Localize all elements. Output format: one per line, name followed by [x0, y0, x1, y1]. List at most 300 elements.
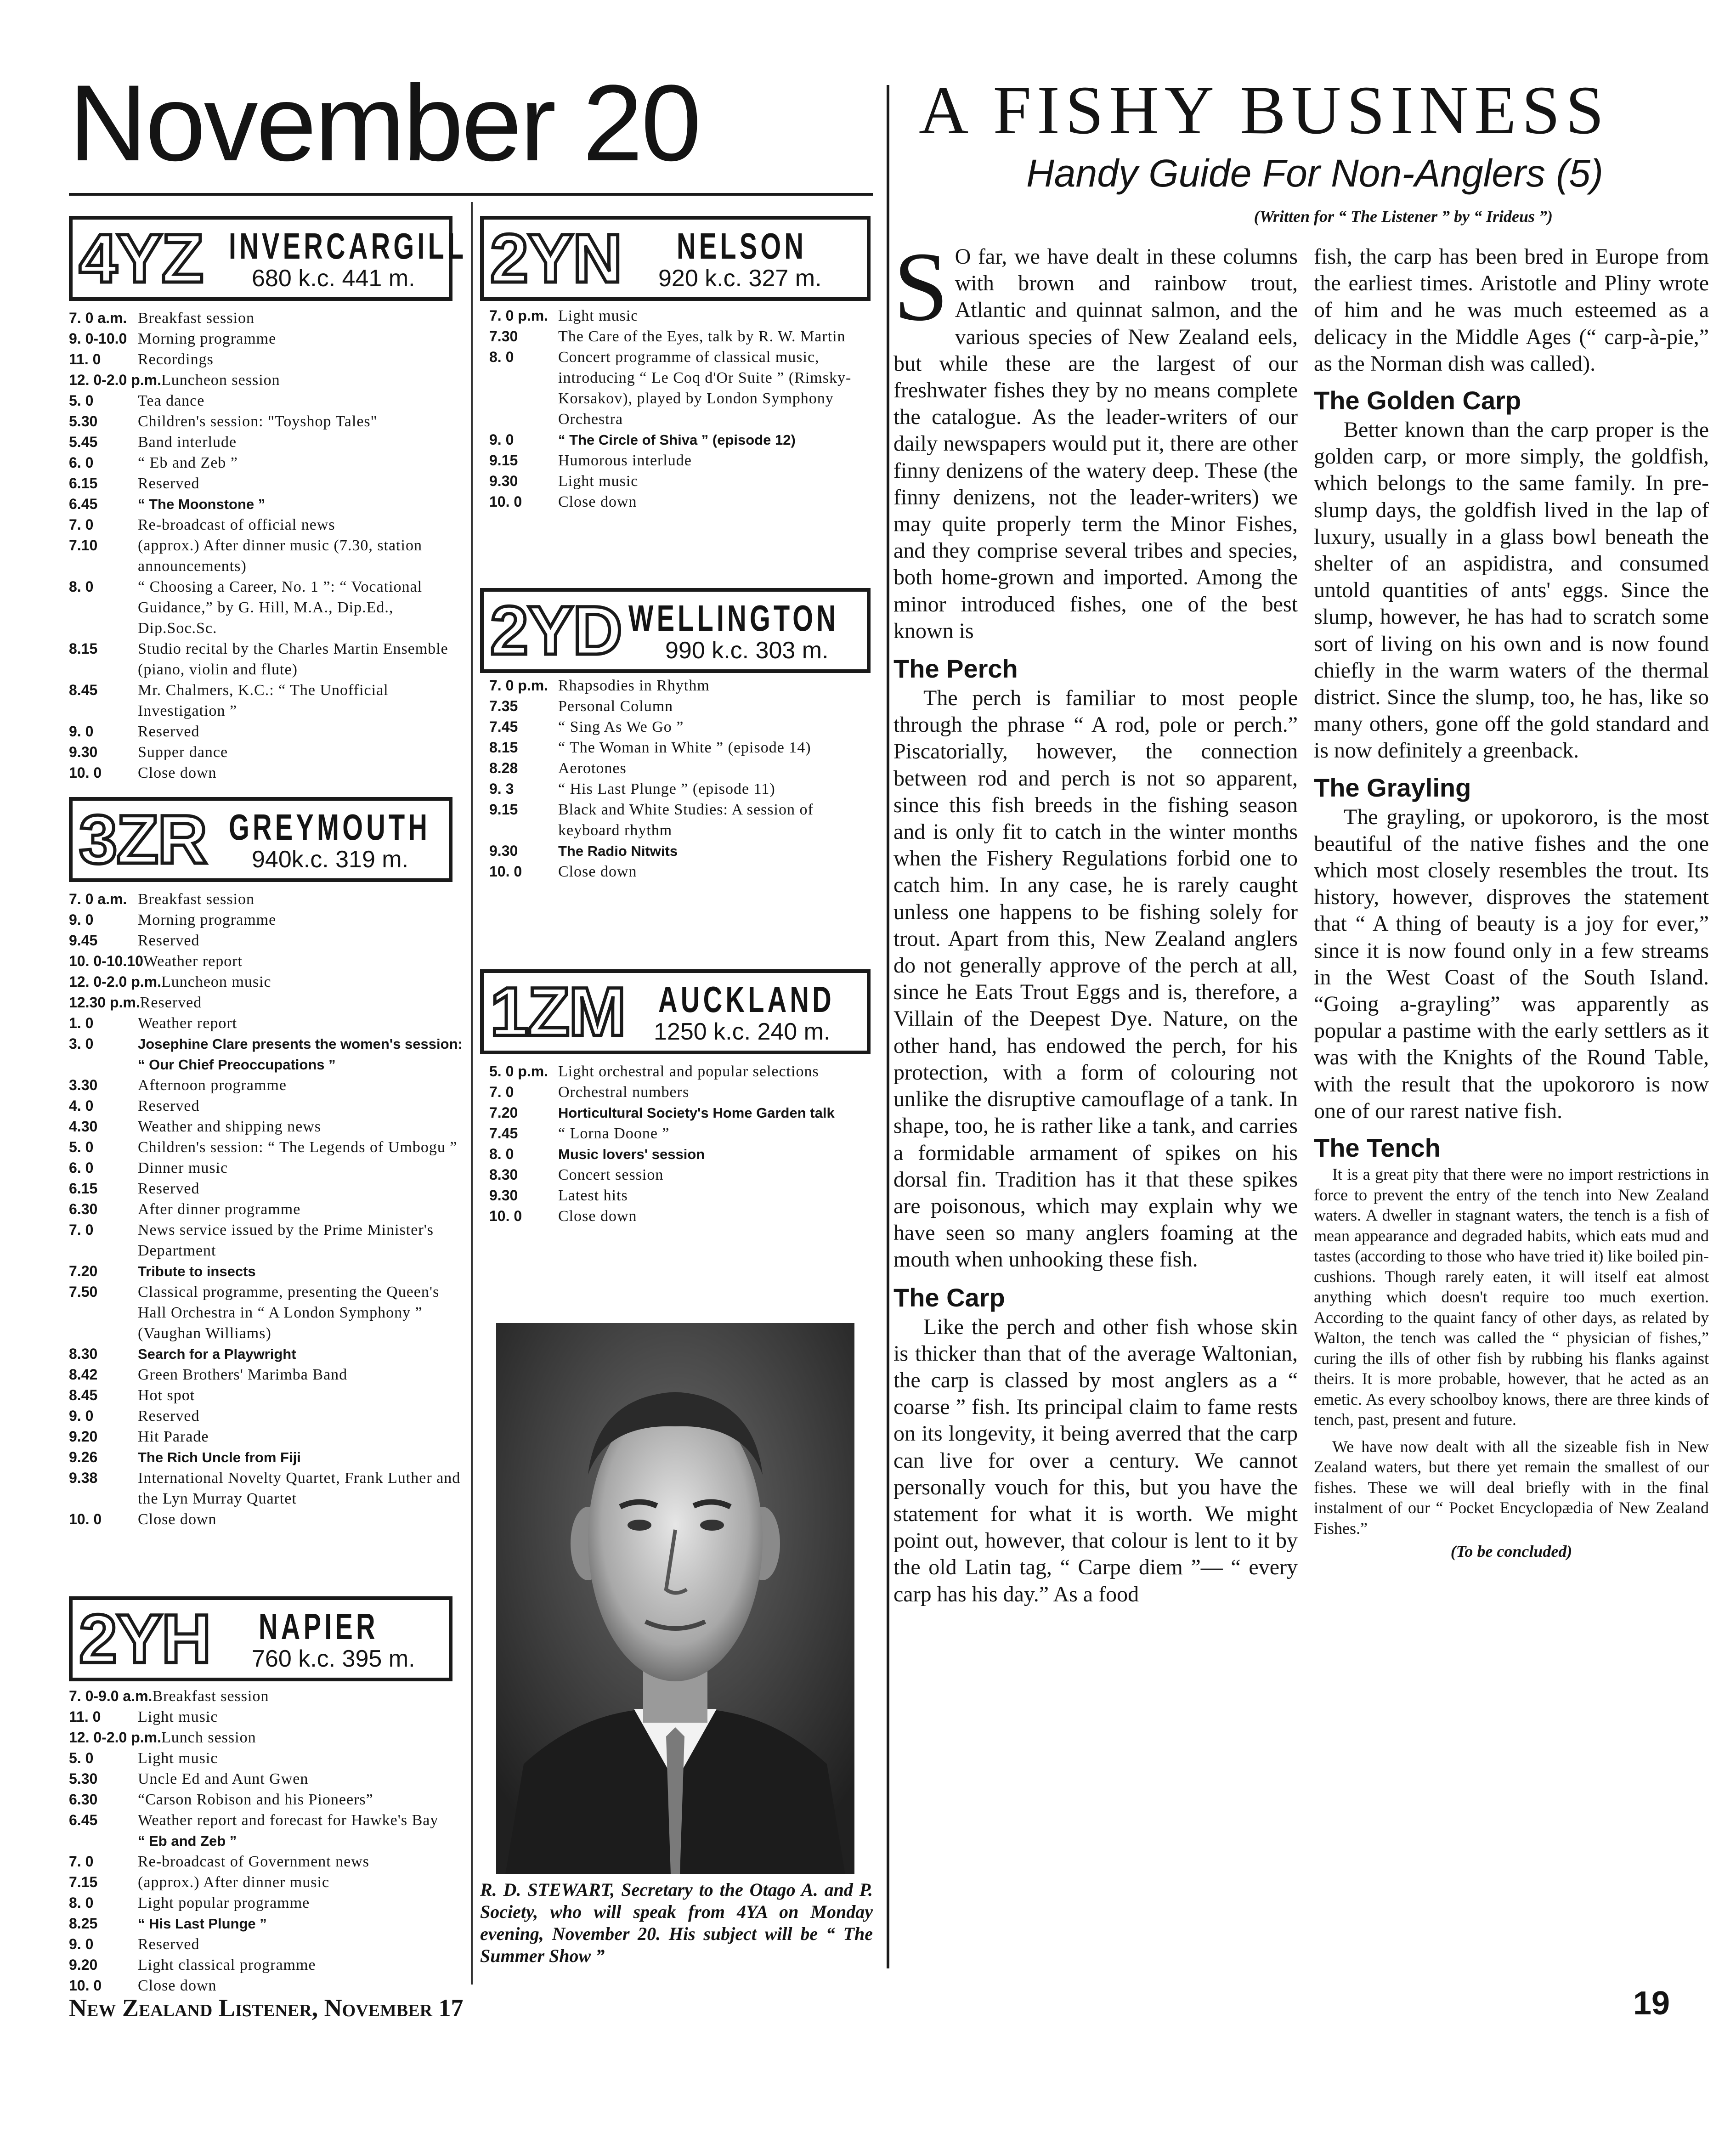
- schedule-row: [69, 1748, 466, 1769]
- schedule-programme: News service issued by the Prime Minister's Department: [138, 1221, 434, 1259]
- station-frequency: 990 k.c. 303 m.: [665, 637, 829, 664]
- schedule-row: [489, 1144, 877, 1165]
- schedule-programme: Light classical programme: [138, 1956, 316, 1973]
- station-city: INVERCARGILL: [229, 226, 467, 266]
- schedule-row: [69, 1344, 466, 1364]
- schedule-time: 9.38: [69, 1470, 98, 1486]
- schedule-time: 9.45: [69, 932, 98, 949]
- schedule-time: 5. 0: [69, 392, 94, 409]
- photo-caption: R. D. STEWART, Secretary to the Otago A. and P. Society, who will speak from 4YA on Monday evening, November 20. His subject will be “ The Summer Show ”: [480, 1879, 873, 1966]
- schedule-time: 5.45: [69, 434, 98, 450]
- schedule-row: [69, 680, 466, 721]
- schedule-row: [69, 1282, 466, 1344]
- schedule-programme: “ The Moonstone ”: [138, 496, 266, 512]
- schedule-time: 7. 0: [69, 1853, 94, 1870]
- schedule-time: 9.30: [489, 1187, 518, 1204]
- schedule-row: [69, 1158, 466, 1178]
- schedule-time: 8. 0: [69, 578, 94, 595]
- schedule-row: [69, 390, 466, 411]
- schedule-time: 9. 0-10.0: [69, 330, 127, 347]
- schedule-programme: Reserved: [138, 1180, 200, 1197]
- schedule-time: 10. 0: [69, 1977, 102, 1994]
- schedule-programme: Afternoon programme: [138, 1077, 287, 1094]
- schedule-programme: Search for a Playwright: [138, 1346, 296, 1362]
- schedule-time: 10. 0: [69, 764, 102, 781]
- station-city: GREYMOUTH: [229, 807, 431, 848]
- schedule-time: 4.30: [69, 1118, 98, 1135]
- schedule-programme: Reserved: [138, 1408, 200, 1425]
- schedule-2yh: [69, 1686, 466, 1996]
- schedule-programme: Reserved: [140, 994, 202, 1011]
- schedule-time: 9.30: [489, 473, 518, 489]
- schedule-time: 7. 0 a.m.: [69, 891, 127, 907]
- schedule-programme: Concert programme of classical music, introducing “ Le Coq d'Or Suite ” (Rimsky-Korsakov), played by London Symphony Orchestra: [558, 349, 852, 428]
- schedule-programme: Aerotones: [558, 760, 627, 777]
- schedule-row: [489, 696, 877, 717]
- schedule-row: [69, 1385, 466, 1406]
- schedule-programme: Re-broadcast of Government news: [138, 1853, 370, 1870]
- schedule-3zr: [69, 889, 466, 1530]
- schedule-time: [69, 1831, 138, 1851]
- schedule-row: [69, 1178, 466, 1199]
- schedule-time: 7.45: [489, 718, 518, 735]
- schedule-time: 3.30: [69, 1077, 98, 1093]
- schedule-programme: Close down: [558, 493, 637, 510]
- schedule-time: 9. 0: [69, 723, 94, 740]
- schedule-row: [69, 1810, 466, 1831]
- schedule-row: [69, 1851, 466, 1872]
- paragraph-golden-carp: Better known than the carp proper is the golden carp, or more simply, the goldfish, which belongs to the same family. In pre-slump days, the goldfish lived in the lap of luxury, usually in a glass bowl beneath the shelter of an aspidistra, and consumed untold quantities of ants' eggs. Since the slump, however, he has had to scratch some sort of living on his own and is now found chiefly in the warm waters of the thermal district. Since the slump, too, he has, like so many others, gone off the gold standard and is now definitely a greenback.: [1314, 418, 1709, 763]
- schedule-time: 10. 0: [489, 863, 522, 880]
- schedule-time: 8.45: [69, 682, 98, 698]
- schedule-time: 8.25: [69, 1915, 98, 1932]
- schedule-row: [69, 1509, 466, 1530]
- station-call-sign: 4YZ: [79, 220, 203, 297]
- schedule-row: [69, 535, 466, 577]
- schedule-row: [69, 951, 466, 972]
- schedule-programme: Humorous interlude: [558, 452, 692, 469]
- schedule-programme: Close down: [138, 764, 217, 781]
- schedule-time: 7. 0-9.0 a.m.: [69, 1688, 153, 1704]
- schedule-time: 5. 0: [69, 1139, 94, 1155]
- schedule-time: 10. 0: [489, 1208, 522, 1224]
- station-call-sign: 2YN: [490, 220, 622, 297]
- schedule-time: 3. 0: [69, 1035, 94, 1052]
- schedule-row: [69, 1727, 466, 1748]
- station-city: NELSON: [677, 226, 807, 266]
- schedule-time: 10. 0-10.10: [69, 953, 143, 969]
- schedule-row: [69, 577, 466, 639]
- schedule-programme: Light music: [138, 1750, 218, 1767]
- schedule-time: 8.15: [69, 640, 98, 657]
- schedule-programme: Luncheon session: [161, 372, 280, 389]
- station-frequency: 920 k.c. 327 m.: [658, 265, 822, 292]
- schedule-time: 7.30: [489, 328, 518, 345]
- schedule-row: [69, 1075, 466, 1096]
- schedule-time: 7.45: [489, 1125, 518, 1142]
- paragraph-carp-continued: fish, the carp has been bred in Europe from the earliest times. Aristotle and Pliny wrote of him and he was much esteemed as a delicacy in the Middle Ages (“ carp-à-pie,” as the Norman dish was called).: [1314, 244, 1709, 376]
- schedule-row: [69, 328, 466, 349]
- portrait-photo: [496, 1323, 854, 1874]
- schedule-time: 11. 0: [69, 351, 101, 368]
- schedule-programme: Rhapsodies in Rhythm: [558, 677, 710, 694]
- schedule-row: [69, 452, 466, 473]
- schedule-programme: Light music: [558, 307, 639, 324]
- schedule-programme: Close down: [138, 1511, 217, 1528]
- schedule-row: [489, 305, 877, 326]
- schedule-row: [489, 1082, 877, 1103]
- date-title: November 20: [69, 62, 700, 184]
- paragraph-grayling: The grayling, or upokororo, is the most beautiful of the native fishes and the one which most closely resembles the trout. Its history, however, disproves the statement that “ A thing of beauty is a joy for ever,” since it is now found only in a few streams in the West Coast of the South Island. “Going a-grayling” was apparently as popular a pastime with the early settlers as it was with the Knights of the Round Table, with the result that the upokororo is now one of our rarest native fish.: [1314, 804, 1709, 1123]
- schedule-row: [69, 1220, 466, 1261]
- schedule-time: 6.45: [69, 496, 98, 512]
- schedule-row: [69, 742, 466, 763]
- schedule-programme: Horticultural Society's Home Garden talk: [558, 1105, 835, 1121]
- article-subtitle: Handy Guide For Non-Anglers (5): [1026, 152, 1603, 195]
- schedule-programme: Tribute to insects: [138, 1263, 256, 1279]
- schedule-programme: Classical programme, presenting the Queen's Hall Orchestra in “ A London Symphony ” (Vaughan Williams): [138, 1284, 440, 1342]
- schedule-row: [69, 930, 466, 951]
- schedule-row: [69, 1096, 466, 1116]
- schedule-time: 9. 0: [69, 911, 94, 928]
- schedule-time: 7. 0 p.m.: [489, 307, 549, 324]
- schedule-time: 6.15: [69, 1180, 98, 1197]
- schedule-time: 12. 0-2.0 p.m.: [69, 1729, 161, 1746]
- station-frequency: 760 k.c. 395 m.: [252, 1645, 415, 1672]
- schedule-programme: Reserved: [138, 1097, 200, 1114]
- schedule-row: [489, 717, 877, 737]
- tench-section: [1314, 1164, 1709, 1562]
- schedule-row: [489, 1165, 877, 1185]
- schedule-programme: Children's session: "Toyshop Tales": [138, 413, 378, 430]
- schedule-programme: Hot spot: [138, 1387, 195, 1404]
- schedule-time: 7.50: [69, 1284, 98, 1300]
- schedule-time: 9.26: [69, 1449, 98, 1465]
- schedule-programme: Lunch session: [161, 1729, 256, 1746]
- station-call-sign: 3ZR: [79, 801, 207, 878]
- schedule-row: [489, 326, 877, 347]
- schedule-programme: Latest hits: [558, 1187, 628, 1204]
- schedule-time: 8.15: [489, 739, 518, 756]
- station-box-4yz: [69, 216, 467, 301]
- schedule-row: [69, 1893, 466, 1913]
- schedule-row: [69, 1013, 466, 1034]
- schedule-programme: International Novelty Quartet, Frank Luther and the Lyn Murray Quartet: [138, 1470, 461, 1507]
- schedule-time: 6. 0: [69, 454, 94, 471]
- schedule-time: 12. 0-2.0 p.m.: [69, 973, 161, 990]
- schedule-row: [69, 1913, 466, 1934]
- drop-cap: S: [893, 232, 949, 341]
- schedule-time: 6.30: [69, 1791, 98, 1808]
- schedule-time: 5.30: [69, 1770, 98, 1787]
- page-number: 19: [1633, 1985, 1670, 2022]
- schedule-programme: The Radio Nitwits: [558, 843, 678, 859]
- schedule-time: 6.45: [69, 1812, 98, 1828]
- schedule-row: [69, 515, 466, 535]
- schedule-programme: Morning programme: [138, 911, 277, 928]
- schedule-row: [69, 889, 466, 910]
- schedule-row: [489, 347, 877, 430]
- schedule-time: 7.35: [489, 698, 518, 714]
- schedule-programme: “ Eb and Zeb ”: [138, 454, 238, 471]
- schedule-programme: Weather and shipping news: [138, 1118, 321, 1135]
- schedule-time: 9.30: [489, 842, 518, 859]
- schedule-programme: “ Lorna Doone ”: [558, 1125, 670, 1142]
- article-column-2: [1314, 243, 1709, 1562]
- station-box-1zm: [480, 969, 871, 1054]
- schedule-programme: Children's session: “ The Legends of Umbogu ”: [138, 1139, 458, 1156]
- schedule-programme: Morning programme: [138, 330, 277, 347]
- schedule-programme: Mr. Chalmers, K.C.: “ The Unofficial Investigation ”: [138, 682, 389, 719]
- schedule-row: [489, 492, 877, 512]
- station-call-sign: 2YD: [490, 592, 622, 669]
- schedule-row: [489, 779, 877, 799]
- schedule-time: 8. 0: [69, 1894, 94, 1911]
- schedule-row: [69, 1955, 466, 1975]
- schedule-programme: Reserved: [138, 475, 200, 492]
- schedule-row: [69, 411, 466, 432]
- schedule-time: 6.30: [69, 1201, 98, 1217]
- schedule-time: 9.30: [69, 744, 98, 760]
- schedule-programme: Personal Column: [558, 698, 673, 715]
- schedule-programme: Breakfast session: [138, 310, 255, 327]
- station-box-2yn: [480, 216, 871, 301]
- schedule-programme: Close down: [558, 863, 637, 880]
- schedule-programme: Reserved: [138, 723, 200, 740]
- heading-tench: The Tench: [1314, 1133, 1441, 1163]
- schedule-row: [69, 1789, 466, 1810]
- intro-text: O far, we have dealt in these columns with brown and rainbow trout, Atlantic and quinnat salmon, and the various species of New Zealand eels, but while these are the largest of our freshwater fishes they by no means complete the catalogue. As the leader-writers of our daily newspapers would put it, there are other finny denizens of the watery deep. These (the finny denizens, not the leader-writers) we may quite properly term the Minor Fishes, and they comprise several tribes and species, both home-grown and imported. Among the minor introduced fishes, one of the best known is: [893, 244, 1298, 643]
- schedule-time: 9.15: [489, 452, 518, 469]
- schedule-programme: “ The Circle of Shiva ” (episode 12): [558, 432, 796, 448]
- station-frequency: 680 k.c. 441 m.: [252, 265, 415, 292]
- schedule-time: 9. 3: [489, 780, 514, 797]
- schedule-programme: (approx.) After dinner music (7.30, station announcements): [138, 537, 422, 575]
- schedule-row: [69, 972, 466, 992]
- schedule-time: 7.15: [69, 1874, 98, 1890]
- schedule-programme: Reserved: [138, 932, 200, 949]
- schedule-programme: Orchestral numbers: [558, 1084, 690, 1101]
- schedule-programme: Weather report and forecast for Hawke's Bay: [138, 1812, 439, 1829]
- schedule-row: [69, 1686, 466, 1707]
- schedule-time: 6. 0: [69, 1159, 94, 1176]
- footer-publication: New Zealand Listener, November 17: [69, 1994, 464, 2022]
- schedule-programme: Breakfast session: [152, 1688, 269, 1705]
- schedule-programme: Light music: [558, 473, 639, 490]
- schedule-programme: “ Eb and Zeb ”: [138, 1833, 237, 1849]
- schedule-programme: “ His Last Plunge ” (episode 11): [558, 780, 775, 797]
- schedule-row: [69, 1934, 466, 1955]
- schedule-row: [69, 308, 466, 328]
- schedule-row: [69, 370, 466, 390]
- schedule-row: [69, 1468, 466, 1509]
- schedule-time: 8. 0: [489, 349, 514, 365]
- schedule-time: 7. 0: [489, 1084, 514, 1100]
- schedule-programme: “Carson Robison and his Pioneers”: [138, 1791, 373, 1808]
- schedule-row: [489, 1206, 877, 1227]
- schedule-row: [69, 1364, 466, 1385]
- schedule-time: 6.15: [69, 475, 98, 492]
- schedule-programme: Hit Parade: [138, 1428, 209, 1445]
- heading-golden-carp: The Golden Carp: [1314, 386, 1521, 415]
- schedule-time: 8.30: [69, 1346, 98, 1362]
- article-byline: (Written for “ The Listener ” by “ Irideus ”): [1254, 207, 1553, 226]
- schedule-row: [69, 1447, 466, 1468]
- schedule-row: [489, 737, 877, 758]
- schedule-row: [69, 1406, 466, 1426]
- schedule-time: 7.20: [489, 1104, 518, 1121]
- schedule-row: [489, 841, 877, 861]
- schedule-programme: The Care of the Eyes, talk by R. W. Martin: [558, 328, 846, 345]
- schedule-programme: Weather report: [138, 1015, 237, 1032]
- article-intro: [893, 232, 1298, 645]
- column-divider: [887, 85, 889, 1968]
- schedule-row: [69, 1831, 466, 1851]
- schedule-row: [69, 494, 466, 515]
- schedule-row: [69, 1707, 466, 1727]
- station-city: NAPIER: [259, 1606, 379, 1647]
- heading-grayling: The Grayling: [1314, 773, 1471, 802]
- schedule-row: [489, 758, 877, 779]
- station-call-sign: 2YH: [79, 1600, 210, 1677]
- schedule-programme: Josephine Clare presents the women's session: “ Our Chief Preoccupations ”: [138, 1036, 463, 1073]
- schedule-time: 9. 0: [489, 431, 514, 448]
- schedule-row: [489, 471, 877, 492]
- schedule-time: 12. 0-2.0 p.m.: [69, 372, 161, 388]
- headline-rule: [69, 193, 873, 196]
- portrait-illustration: [496, 1323, 854, 1874]
- schedule-programme: Music lovers' session: [558, 1146, 705, 1162]
- schedule-time: 8. 0: [489, 1146, 514, 1162]
- schedule-time: 8.28: [489, 760, 518, 776]
- schedule-programme: Re-broadcast of official news: [138, 516, 335, 533]
- schedule-row: [489, 675, 877, 696]
- schedule-row: [489, 1103, 877, 1123]
- schedule-time: 5.30: [69, 413, 98, 430]
- schedule-time: 7. 0 a.m.: [69, 310, 127, 326]
- schedule-row: [69, 349, 466, 370]
- schedule-programme: “ Choosing a Career, No. 1 ”: “ Vocational Guidance,” by G. Hill, M.A., Dip.Ed., Dip.Soc.Sc.: [138, 578, 423, 637]
- schedule-row: [69, 1116, 466, 1137]
- schedule-time: 7. 0 p.m.: [489, 677, 549, 694]
- schedule-time: 7.10: [69, 537, 98, 554]
- schedule-time: 9.20: [69, 1428, 98, 1445]
- schedule-programme: Close down: [558, 1208, 637, 1225]
- schedule-programme: Dinner music: [138, 1159, 228, 1176]
- schedule-programme: Uncle Ed and Aunt Gwen: [138, 1770, 309, 1787]
- article-column-1: [893, 232, 1298, 1608]
- schedule-row: [69, 910, 466, 930]
- schedule-time: 12.30 p.m.: [69, 994, 140, 1011]
- schedule-programme: Light popular programme: [138, 1894, 310, 1911]
- paragraph-tench: It is a great pity that there were no import restrictions in force to prevent the entry of the tench into New Zealand waters. A dweller in stagnant waters, the tench is a fish of mean appearance and degraded habits, which eats mud and tastes (according to those who have tried it) like boiled pin-cushions. Though rarely eaten, it will itself eat almost anything which doesn't require too much exertion. According to the quaint fancy of other days, as related by Walton, the tench was called the “ physician of fishes,” curing the ills of other fish by rubbing his flanks against theirs. It is more probable, however, that he acted as an emetic. As every schoolboy knows, there are three kinds of tench, past, present and future.: [1314, 1165, 1709, 1429]
- schedule-programme: “ Sing As We Go ”: [558, 718, 684, 735]
- station-box-2yh: [69, 1596, 452, 1681]
- schedule-divider: [471, 202, 473, 1985]
- schedule-time: 10. 0: [489, 493, 522, 510]
- schedule-time: 7. 0: [69, 1221, 94, 1238]
- schedule-programme: Light orchestral and popular selections: [558, 1063, 819, 1080]
- article-title: A FISHY BUSINESS: [919, 72, 1610, 148]
- schedule-time: 1. 0: [69, 1015, 94, 1031]
- paragraph-closing: We have now dealt with all the sizeable fish in New Zealand waters, but there yet remain the smallest of our fishes. These we will deal briefly with in the final instalment of our “ Pocket Encyclopædia of New Zealand Fishes.”: [1314, 1437, 1709, 1538]
- schedule-programme: “ His Last Plunge ”: [138, 1916, 267, 1932]
- schedule-time: 8.42: [69, 1366, 98, 1383]
- schedule-row: [489, 450, 877, 471]
- schedule-row: [69, 639, 466, 680]
- schedule-row: [489, 430, 877, 450]
- schedule-programme: Close down: [138, 1977, 217, 1994]
- schedule-row: [69, 1426, 466, 1447]
- station-call-sign: 1ZM: [490, 973, 625, 1050]
- schedule-time: 11. 0: [69, 1708, 101, 1725]
- heading-carp: The Carp: [893, 1283, 1005, 1312]
- station-box-3zr: [69, 797, 452, 882]
- schedule-programme: Recordings: [138, 351, 214, 368]
- schedule-row: [69, 432, 466, 452]
- station-box-2yd: [480, 588, 871, 673]
- schedule-row: [69, 1975, 466, 1996]
- schedule-programme: Band interlude: [138, 434, 237, 451]
- station-frequency: 940k.c. 319 m.: [252, 846, 409, 873]
- schedule-time: 9.20: [69, 1956, 98, 1973]
- schedule-row: [69, 763, 466, 783]
- heading-perch: The Perch: [893, 654, 1018, 684]
- schedule-time: 7. 0: [69, 516, 94, 533]
- schedule-row: [69, 992, 466, 1013]
- to-be-concluded: (To be concluded): [1450, 1542, 1572, 1561]
- schedule-programme: Weather report: [143, 953, 243, 970]
- schedule-programme: Studio recital by the Charles Martin Ensemble (piano, violin and flute): [138, 640, 448, 678]
- schedule-programme: Breakfast session: [138, 891, 255, 908]
- schedule-row: [69, 1199, 466, 1220]
- schedule-2yn: [489, 305, 877, 512]
- schedule-programme: Reserved: [138, 1936, 200, 1953]
- schedule-2yd: [489, 675, 877, 882]
- schedule-programme: Luncheon music: [161, 973, 271, 990]
- paragraph-carp: Like the perch and other fish whose skin is thicker than that of the average Waltonian, the carp is classed by most anglers as a “ coarse ” fish. Its principal claim to fame rests on its longevity, it being averred that the carp can live for over a century. We cannot personally vouch for this, but you have the statement for what it is worth. We might point out, however, that colour is lent to it by the old Latin tag, “ Carpe diem ”— “ every carp has his day.” As a food: [893, 1314, 1298, 1606]
- schedule-programme: Green Brothers' Marimba Band: [138, 1366, 348, 1383]
- schedule-row: [69, 473, 466, 494]
- schedule-row: [489, 1123, 877, 1144]
- schedule-row: [489, 1185, 877, 1206]
- schedule-row: [69, 1872, 466, 1893]
- schedule-time: 9. 0: [69, 1408, 94, 1424]
- schedule-programme: After dinner programme: [138, 1201, 301, 1218]
- schedule-programme: Concert session: [558, 1166, 664, 1183]
- schedule-time: 5. 0 p.m.: [489, 1063, 549, 1080]
- station-frequency: 1250 k.c. 240 m.: [654, 1018, 831, 1045]
- schedule-row: [69, 1137, 466, 1158]
- schedule-time: 7.20: [69, 1263, 98, 1279]
- schedule-row: [489, 799, 877, 841]
- schedule-time: 8.45: [69, 1387, 98, 1403]
- schedule-time: 9. 0: [69, 1936, 94, 1952]
- paragraph-perch: The perch is familiar to most people through the phrase “ A rod, pole or perch.” Piscatorially, however, the connection between rod and perch is not so apparent, since this fish breeds in the fishing season and is only fit to catch in the winter months when the Fishery Regulations forbid one to catch him. In any case, he is rarely caught unless one happens to be fishing solely for trout. Apart from this, New Zealand anglers do not generally approve of the perch at all, since he Eats Trout Eggs and is, therefore, a Villain of the Deepest Dye. Nature, on the other hand, has endowed the perch, for his protection, with a form of colouring not unlike the disruptive camouflage of a tank. In shape, too, he is rather like a tank, and carries a formidable armament of spikes on his dorsal fin. Tradition has it that these spikes are poisonous, which may explain why we have seen so many anglers foaming at the mouth when unhooking these fish.: [893, 686, 1298, 1272]
- schedule-time: 5. 0: [69, 1750, 94, 1766]
- schedule-row: [489, 861, 877, 882]
- schedule-row: [69, 721, 466, 742]
- station-city: AUCKLAND: [658, 979, 835, 1020]
- schedule-programme: Tea dance: [138, 392, 205, 409]
- schedule-time: 10. 0: [69, 1511, 102, 1527]
- schedule-programme: (approx.) After dinner music: [138, 1874, 329, 1891]
- schedule-time: 4. 0: [69, 1097, 94, 1114]
- schedule-programme: Black and White Studies: A session of keyboard rhythm: [558, 801, 814, 839]
- schedule-4yz: [69, 308, 466, 783]
- schedule-time: 8.30: [489, 1166, 518, 1183]
- schedule-programme: Light music: [138, 1708, 218, 1725]
